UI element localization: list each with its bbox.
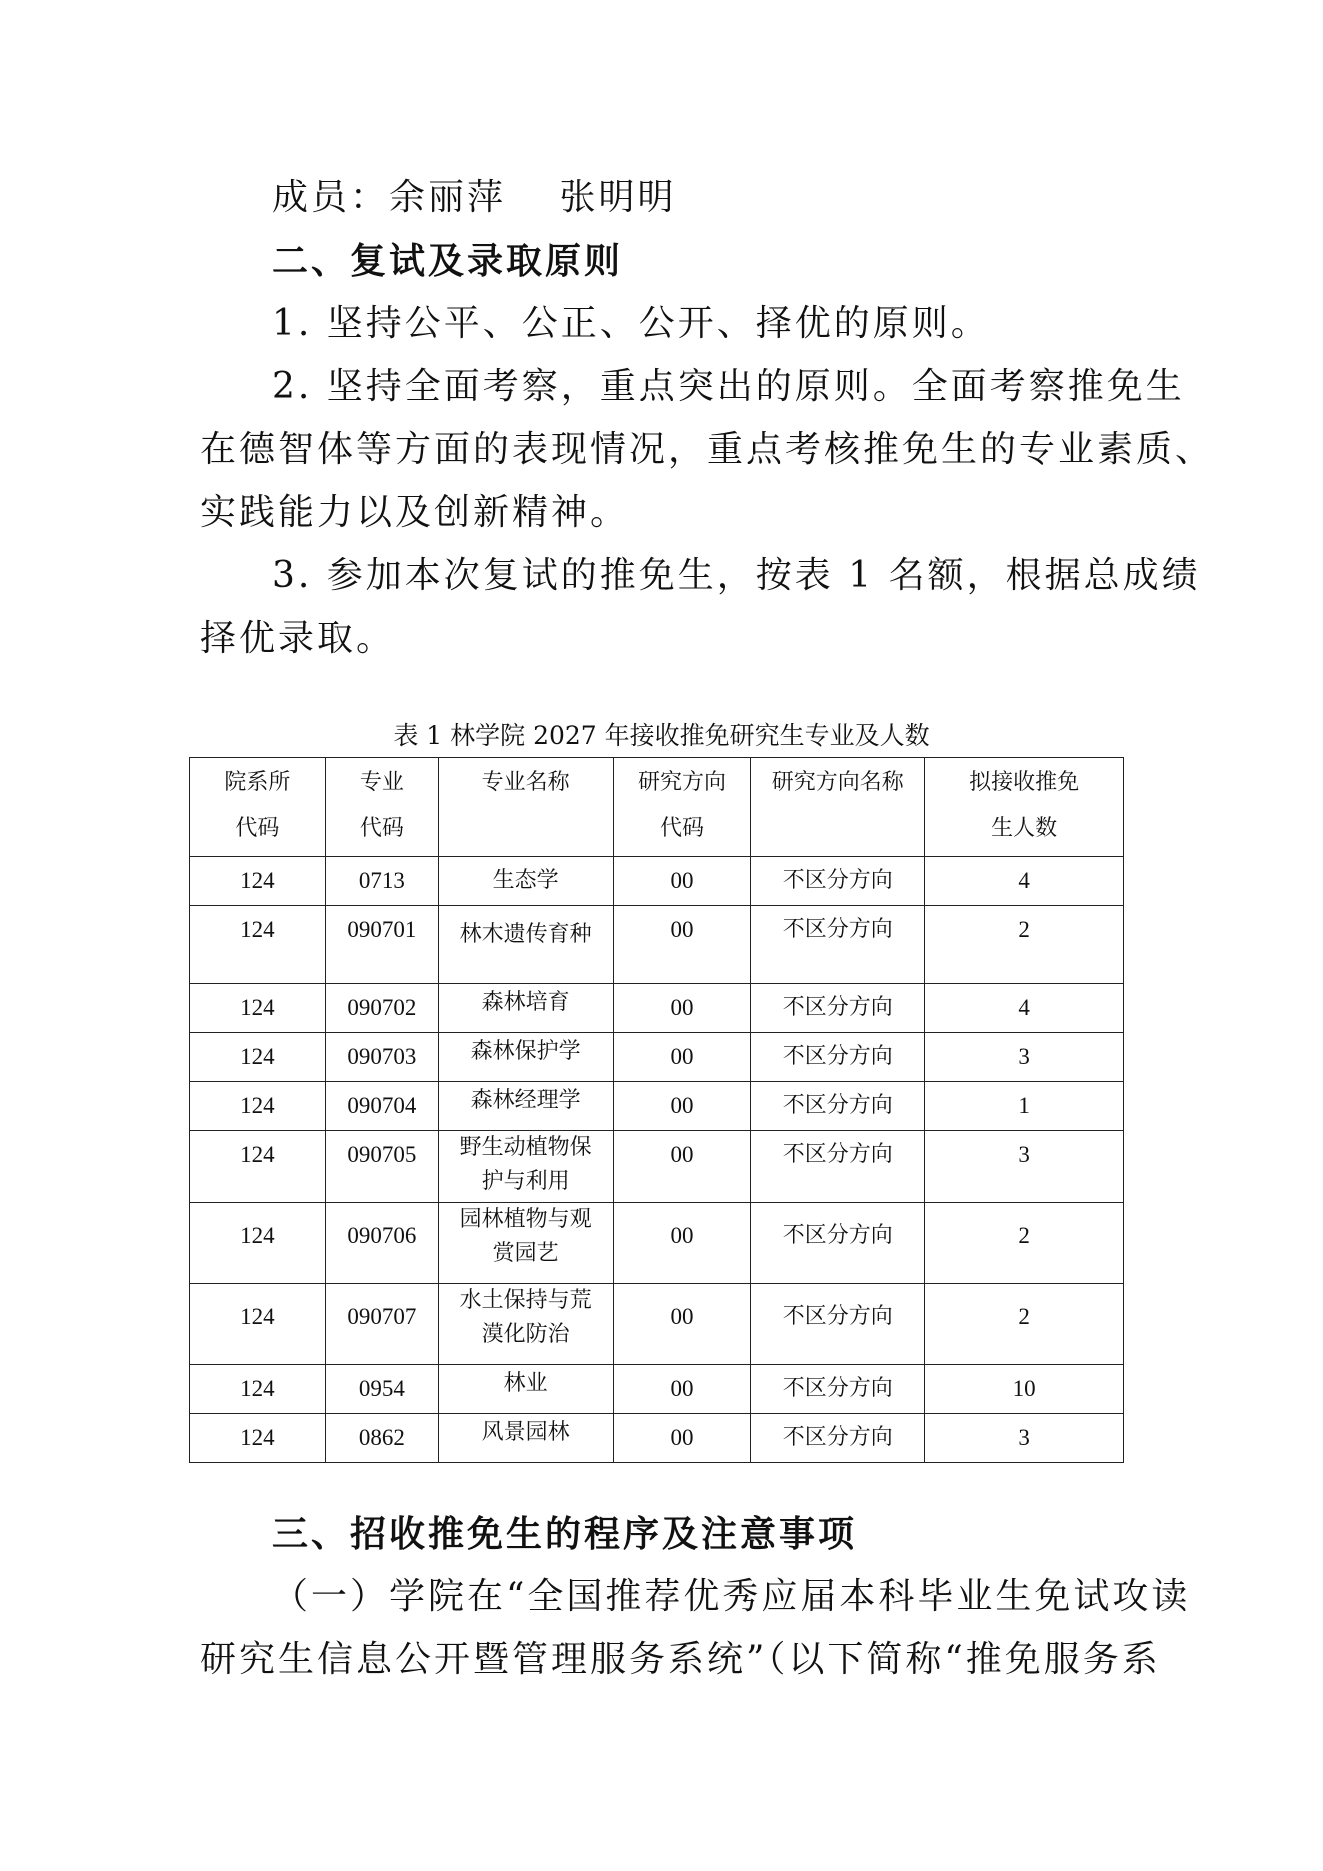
table-row bbox=[190, 1082, 1124, 1131]
cell-dir-name: 不区分方向 bbox=[751, 1365, 925, 1414]
cell-dir-code: 00 bbox=[613, 1203, 751, 1284]
cell-dir-code: 00 bbox=[613, 1284, 751, 1365]
table-row bbox=[190, 1033, 1124, 1082]
cell-count: 3 bbox=[925, 1414, 1124, 1463]
cell-code: 0954 bbox=[325, 1365, 438, 1414]
cell-code: 090702 bbox=[325, 984, 438, 1033]
cell-dept: 124 bbox=[190, 1082, 326, 1131]
cell-dept: 124 bbox=[190, 1203, 326, 1284]
cell-count: 10 bbox=[925, 1365, 1124, 1414]
header-direction-name: 研究方向名称 bbox=[751, 758, 925, 857]
table-row bbox=[190, 1284, 1124, 1365]
members-line: 成员：余丽萍 张明明 bbox=[272, 177, 677, 218]
table-row bbox=[190, 857, 1124, 906]
table-row bbox=[190, 1414, 1124, 1463]
table-row bbox=[190, 1203, 1124, 1284]
cell-name: 森林培育 bbox=[438, 984, 613, 1033]
cell-dir-code: 00 bbox=[613, 1082, 751, 1131]
procedure-1-line-2: 研究生信息公开暨管理服务系统”（以下简称“推免服务系 bbox=[200, 1639, 1161, 1680]
cell-code: 0713 bbox=[325, 857, 438, 906]
header-dept-code: 院系所 代码 bbox=[190, 758, 326, 857]
cell-name: 林业 bbox=[438, 1365, 613, 1414]
cell-dir-name: 不区分方向 bbox=[751, 1203, 925, 1284]
cell-dir-name: 不区分方向 bbox=[751, 1033, 925, 1082]
cell-count: 4 bbox=[925, 857, 1124, 906]
cell-dir-name: 不区分方向 bbox=[751, 1414, 925, 1463]
cell-code: 090705 bbox=[325, 1131, 438, 1203]
header-quota: 拟接收推免 生人数 bbox=[925, 758, 1124, 857]
cell-dept: 124 bbox=[190, 1365, 326, 1414]
principle-3-line-1: 3. 参加本次复试的推免生，按表 1 名额，根据总成绩 bbox=[272, 555, 1201, 596]
cell-dept: 124 bbox=[190, 1284, 326, 1365]
section-2-heading: 二、复试及录取原则 bbox=[272, 240, 624, 282]
cell-count: 1 bbox=[925, 1082, 1124, 1131]
cell-name: 生态学 bbox=[438, 857, 613, 906]
cell-name: 水土保持与荒 漠化防治 bbox=[438, 1284, 613, 1365]
header-direction-code: 研究方向 代码 bbox=[613, 758, 751, 857]
header-major-code: 专业 代码 bbox=[325, 758, 438, 857]
cell-dept: 124 bbox=[190, 906, 326, 984]
section-3-heading: 三、招收推免生的程序及注意事项 bbox=[272, 1513, 858, 1555]
table-row bbox=[190, 984, 1124, 1033]
principle-2-line-1: 2. 坚持全面考察，重点突出的原则。全面考察推免生 bbox=[272, 366, 1185, 407]
principle-2-line-2: 在德智体等方面的表现情况，重点考核推免生的专业素质、 bbox=[200, 429, 1215, 470]
cell-dir-name: 不区分方向 bbox=[751, 906, 925, 984]
table-row bbox=[190, 906, 1124, 984]
cell-dept: 124 bbox=[190, 1131, 326, 1203]
cell-name: 森林经理学 bbox=[438, 1082, 613, 1131]
cell-code: 0862 bbox=[325, 1414, 438, 1463]
cell-count: 3 bbox=[925, 1131, 1124, 1203]
principle-2-line-3: 实践能力以及创新精神。 bbox=[200, 492, 630, 533]
cell-name: 风景园林 bbox=[438, 1414, 613, 1463]
cell-code: 090701 bbox=[325, 906, 438, 984]
cell-count: 4 bbox=[925, 984, 1124, 1033]
principle-3-line-2: 择优录取。 bbox=[200, 618, 396, 659]
cell-count: 3 bbox=[925, 1033, 1124, 1082]
cell-code: 090703 bbox=[325, 1033, 438, 1082]
header-major-name: 专业名称 bbox=[438, 758, 613, 857]
cell-dir-name: 不区分方向 bbox=[751, 984, 925, 1033]
cell-count: 2 bbox=[925, 1203, 1124, 1284]
cell-dir-name: 不区分方向 bbox=[751, 1131, 925, 1203]
cell-dept: 124 bbox=[190, 857, 326, 906]
cell-dir-name: 不区分方向 bbox=[751, 1082, 925, 1131]
table-caption: 表 1 林学院 2027 年接收推免研究生专业及人数 bbox=[393, 721, 930, 750]
cell-dir-code: 00 bbox=[613, 1131, 751, 1203]
cell-count: 2 bbox=[925, 906, 1124, 984]
cell-dept: 124 bbox=[190, 984, 326, 1033]
procedure-1-line-1: （一）学院在“全国推荐优秀应届本科毕业生免试攻读 bbox=[272, 1576, 1191, 1617]
cell-dir-name: 不区分方向 bbox=[751, 1284, 925, 1365]
cell-count: 2 bbox=[925, 1284, 1124, 1365]
cell-dept: 124 bbox=[190, 1033, 326, 1082]
cell-dir-name: 不区分方向 bbox=[751, 857, 925, 906]
cell-dir-code: 00 bbox=[613, 1365, 751, 1414]
cell-name: 野生动植物保 护与利用 bbox=[438, 1131, 613, 1203]
cell-name: 林木遗传育种 bbox=[438, 906, 613, 984]
cell-dir-code: 00 bbox=[613, 1033, 751, 1082]
cell-code: 090707 bbox=[325, 1284, 438, 1365]
table-header-row bbox=[190, 758, 1124, 857]
cell-name: 森林保护学 bbox=[438, 1033, 613, 1082]
cell-dept: 124 bbox=[190, 1414, 326, 1463]
cell-code: 090706 bbox=[325, 1203, 438, 1284]
table-row bbox=[190, 1131, 1124, 1203]
cell-dir-code: 00 bbox=[613, 906, 751, 984]
cell-dir-code: 00 bbox=[613, 984, 751, 1033]
cell-code: 090704 bbox=[325, 1082, 438, 1131]
table-row bbox=[190, 1365, 1124, 1414]
cell-dir-code: 00 bbox=[613, 1414, 751, 1463]
cell-name: 园林植物与观 赏园艺 bbox=[438, 1203, 613, 1284]
cell-dir-code: 00 bbox=[613, 857, 751, 906]
principle-1: 1. 坚持公平、公正、公开、择优的原则。 bbox=[272, 303, 990, 344]
admission-quota-table bbox=[189, 757, 1124, 1463]
